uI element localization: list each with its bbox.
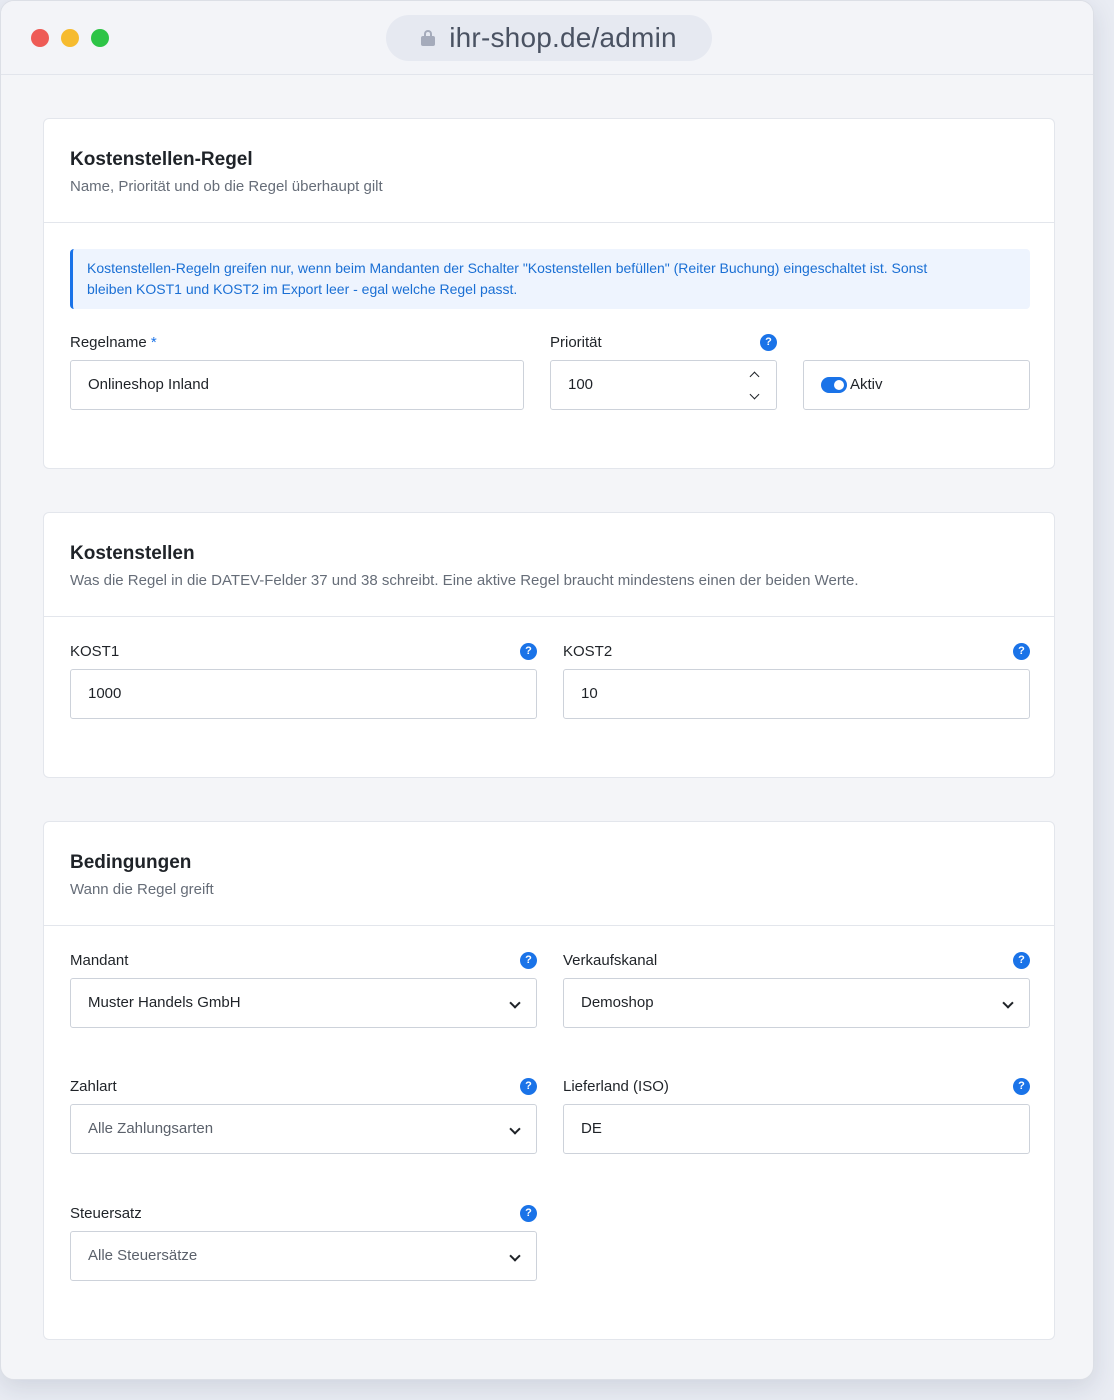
chevron-down-icon [509,1250,520,1261]
tax-rate-select[interactable] [70,1231,537,1281]
active-toggle-field [803,360,1030,410]
priority-value: 100 [568,376,594,393]
toggle-knob [834,380,844,390]
tax-rate-selected-value: Alle Steuersätze [88,1247,198,1264]
cost-center-card [43,512,1055,778]
conditions-card-subtitle: Wann die Regel greift [70,881,214,898]
url-text: ihr-shop.de/admin [449,22,677,53]
maximize-window-button[interactable] [91,29,109,47]
kost2-value: 10 [581,685,598,702]
payment-method-selected-value: Alle Zahlungsarten [88,1120,214,1137]
delivery-country-input[interactable] [563,1104,1030,1154]
delivery-country-help-icon[interactable]: ? [1013,1078,1030,1095]
chevron-down-icon[interactable] [750,390,760,400]
rule-card-header [44,119,1054,223]
conditions-card [43,821,1055,1340]
sales-channel-help-icon[interactable]: ? [1013,952,1030,969]
rule-name-input[interactable] [70,360,524,410]
active-toggle-label: Aktiv [850,376,883,393]
sales-channel-label: Verkaufskanal [563,952,658,969]
chevron-up-icon[interactable] [750,372,760,382]
rule-name-label-text: Regelname [70,334,147,351]
conditions-card-title: Bedingungen [70,852,192,873]
conditions-card-header [44,822,1054,926]
sales-channel-selected-value: Demoshop [581,994,654,1011]
delivery-country-label: Lieferland (ISO) [563,1078,669,1095]
active-toggle-switch[interactable] [821,377,847,393]
chevron-down-icon [509,997,520,1008]
priority-help-icon[interactable]: ? [760,334,777,351]
rule-card [43,118,1055,469]
kost1-value: 1000 [88,685,122,702]
tax-rate-label: Steuersatz [70,1205,142,1222]
lock-icon [421,30,435,46]
kost1-help-icon[interactable]: ? [520,643,537,660]
kost1-input[interactable] [70,669,537,719]
payment-method-help-icon[interactable]: ? [520,1078,537,1095]
cost-center-card-subtitle: Was die Regel in die DATEV-Felder 37 und 38 schreibt. Eine aktive Regel braucht mindestens einen der beiden Werte. [70,572,859,589]
rule-name-value: Onlineshop Inland [88,376,209,393]
priority-label: Priorität [550,334,602,351]
rule-card-subtitle: Name, Priorität und ob die Regel überhaupt gilt [70,178,383,195]
rule-name-label [70,334,157,351]
address-bar[interactable] [386,15,712,61]
mandant-label: Mandant [70,952,129,969]
info-notice-line-2: bleiben KOST1 und KOST2 im Export leer - egal welche Regel passt. [87,281,518,297]
mandant-selected-value: Muster Handels GmbH [88,994,241,1011]
payment-method-label: Zahlart [70,1078,117,1095]
rule-card-title: Kostenstellen-Regel [70,149,253,170]
cost-center-card-title: Kostenstellen [70,543,195,564]
browser-titlebar [1,1,1093,75]
kost2-label: KOST2 [563,643,613,660]
chevron-down-icon [1002,997,1013,1008]
kost1-label: KOST1 [70,643,120,660]
delivery-country-value: DE [581,1120,602,1137]
payment-method-select[interactable] [70,1104,537,1154]
mandant-select[interactable] [70,978,537,1028]
cost-center-card-header [44,513,1054,617]
priority-number-input[interactable] [550,360,777,410]
tax-rate-help-icon[interactable]: ? [520,1205,537,1222]
mandant-help-icon[interactable]: ? [520,952,537,969]
info-notice-line-1: Kostenstellen-Regeln greifen nur, wenn beim Mandanten der Schalter "Kostenstellen befüllen" (Reiter Buchung) eingeschaltet ist. Sonst [87,260,928,276]
kost2-input[interactable] [563,669,1030,719]
chevron-down-icon [509,1123,520,1134]
sales-channel-select[interactable] [563,978,1030,1028]
minimize-window-button[interactable] [61,29,79,47]
info-notice [70,249,1030,309]
required-mark: * [150,334,157,351]
kost2-help-icon[interactable]: ? [1013,643,1030,660]
close-window-button[interactable] [31,29,49,47]
